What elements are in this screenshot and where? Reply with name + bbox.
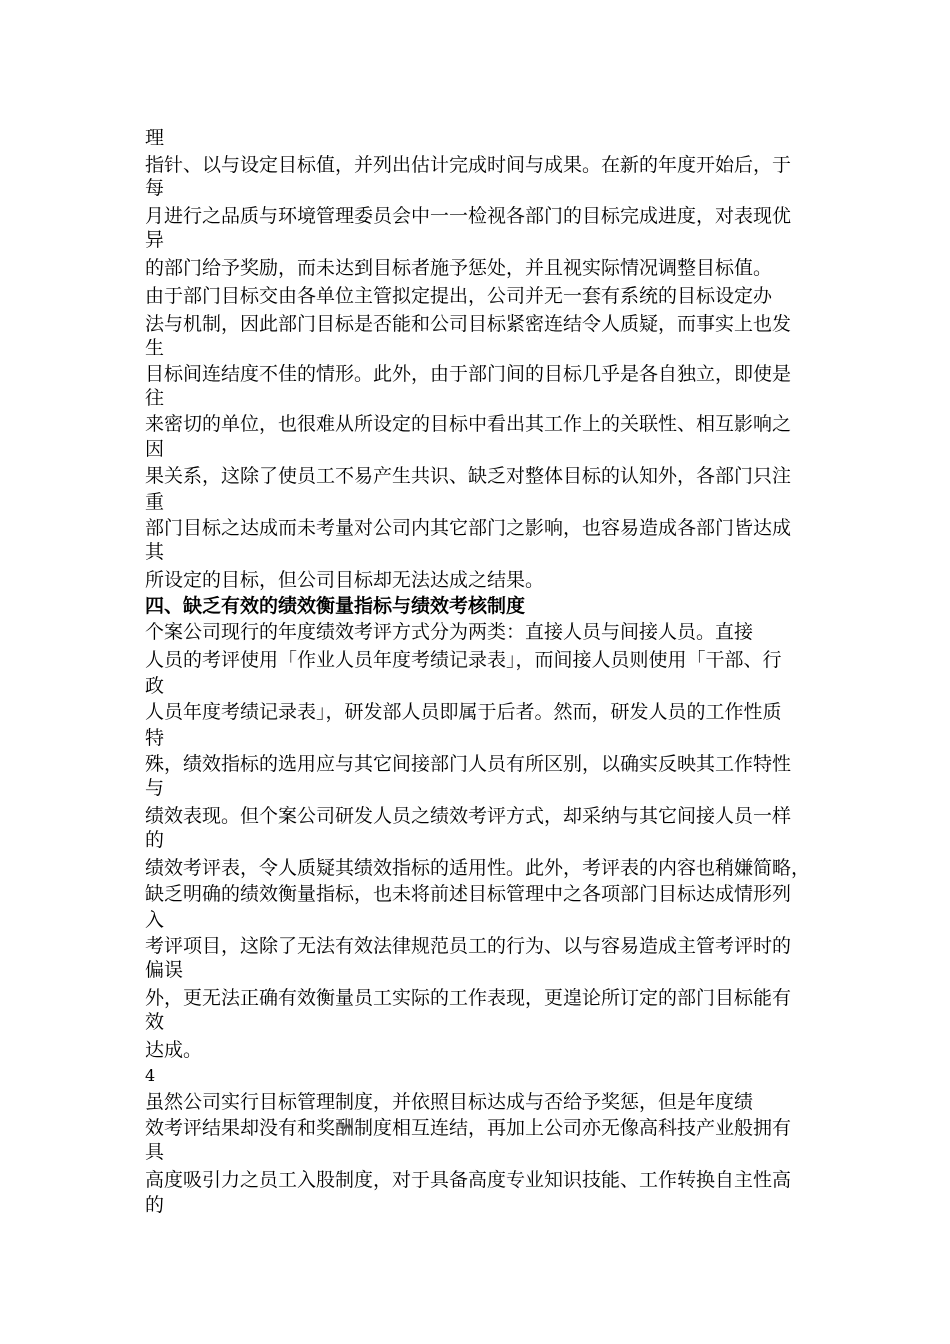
text-line: 生 — [145, 337, 165, 359]
text-line: 的 — [145, 1194, 165, 1216]
text-line: 个案公司现行的年度绩效考评方式分为两类：直接人员与间接人员。直接 — [145, 621, 754, 643]
text-line: 绩效考评表，令人质疑其绩效指标的适用性。此外，考评表的内容也稍嫌简略， — [145, 857, 811, 879]
text-line: 虽然公司实行目标管理制度，并依照目标达成与否给予奖惩，但是年度绩 — [145, 1091, 754, 1113]
text-line: 来密切的单位，也很难从所设定的目标中看出其工作上的关联性、相互影响之 — [145, 413, 792, 435]
text-line: 高度吸引力之员工入股制度，对于具备高度专业知识技能、工作转换自主性高 — [145, 1169, 792, 1191]
text-line: 入 — [145, 909, 165, 931]
text-line: 具 — [145, 1141, 165, 1163]
text-line: 理 — [145, 127, 165, 149]
text-line: 的 — [145, 829, 165, 851]
text-line: 效 — [145, 1011, 165, 1033]
text-line: 与 — [145, 777, 165, 799]
text-line: 所设定的目标，但公司目标却无法达成之结果。 — [145, 569, 545, 591]
text-line: 效考评结果却没有和奖酬制度相互连结，再加上公司亦无像高科技产业般拥有 — [145, 1117, 792, 1139]
text-line: 异 — [145, 229, 165, 251]
text-line: 其 — [145, 541, 165, 563]
text-line: 殊，绩效指标的选用应与其它间接部门人员有所区别，以确实反映其工作特性 — [145, 753, 792, 775]
text-line: 偏误 — [145, 959, 184, 981]
text-line: 重 — [145, 491, 165, 513]
text-line: 由于部门目标交由各单位主管拟定提出，公司并无一套有系统的目标设定办 — [145, 285, 773, 307]
text-line: 的部门给予奖励，而未达到目标者施予惩处，并且视实际情况调整目标值。 — [145, 257, 773, 279]
section-heading: 四、缺乏有效的绩效衡量指标与绩效考核制度 — [145, 595, 526, 617]
text-line: 人员年度考绩记录表」，研发部人员即属于后者。然而，研发人员的工作性质 — [145, 701, 782, 723]
text-line: 因 — [145, 438, 165, 460]
text-line: 政 — [145, 675, 165, 697]
text-line: 指针、以与设定目标值，并列出估计完成时间与成果。在新的年度开始后，于 — [145, 154, 792, 176]
text-line: 往 — [145, 387, 165, 409]
text-line: 考评项目，这除了无法有效法律规范员工的行为、以与容易造成主管考评时的 — [145, 935, 792, 957]
text-line: 外，更无法正确有效衡量员工实际的工作表现，更遑论所订定的部门目标能有 — [145, 987, 792, 1009]
text-line: 每 — [145, 177, 165, 199]
text-line: 达成。 — [145, 1039, 203, 1061]
text-line: 部门目标之达成而未考量对公司内其它部门之影响，也容易造成各部门皆达成 — [145, 517, 792, 539]
text-line: 特 — [145, 727, 165, 749]
text-line: 目标间连结度不佳的情形。此外，由于部门间的目标几乎是各自独立，即使是 — [145, 363, 792, 385]
text-line: 绩效表现。但个案公司研发人员之绩效考评方式，却采纳与其它间接人员一样 — [145, 805, 792, 827]
text-line: 果关系，这除了使员工不易产生共识、缺乏对整体目标的认知外，各部门只注 — [145, 465, 792, 487]
text-line: 月进行之品质与环境管理委员会中一一检视各部门的目标完成进度，对表现优 — [145, 205, 792, 227]
page-number: 4 — [145, 1066, 156, 1085]
text-line: 缺乏明确的绩效衡量指标，也未将前述目标管理中之各项部门目标达成情形列 — [145, 883, 792, 905]
text-line: 人员的考评使用「作业人员年度考绩记录表」，而间接人员则使用「干部、行 — [145, 649, 782, 671]
text-line: 法与机制，因此部门目标是否能和公司目标紧密连结令人质疑，而事实上也发 — [145, 313, 792, 335]
